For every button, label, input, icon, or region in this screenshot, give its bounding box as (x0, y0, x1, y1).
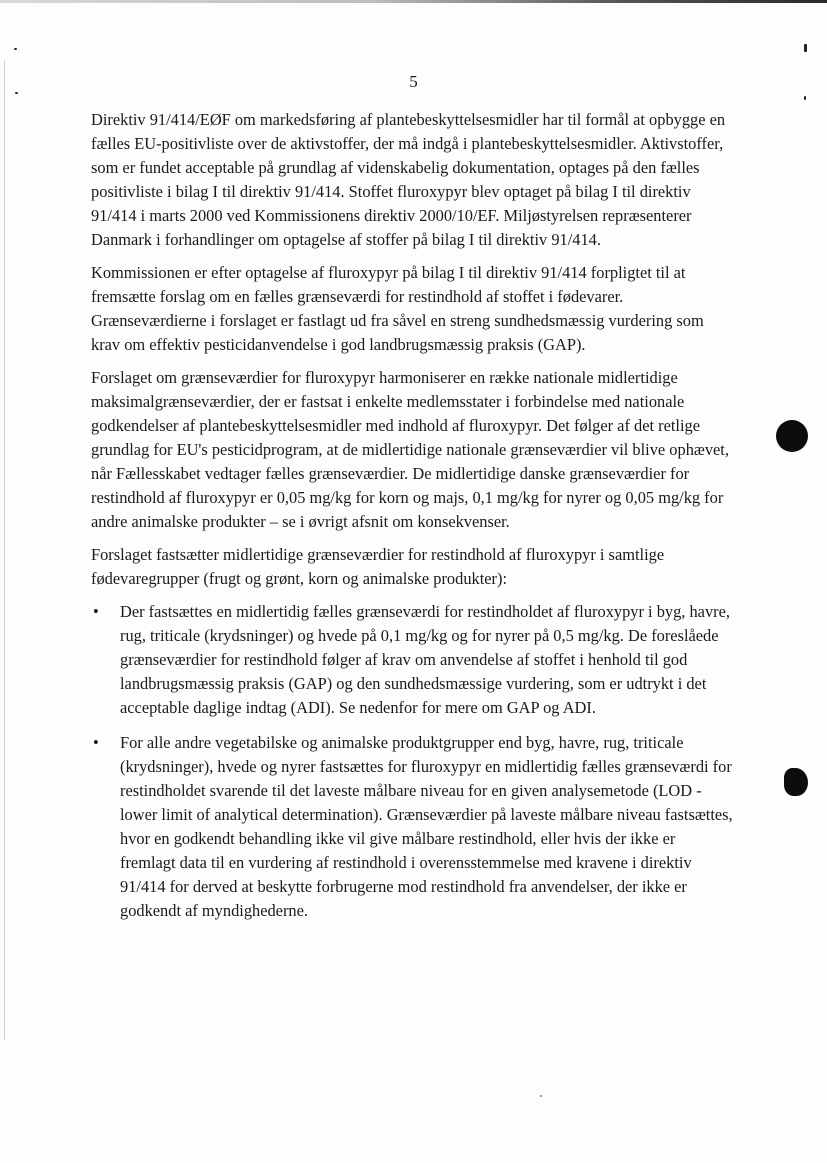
scan-speck (15, 92, 18, 94)
list-item-text: Der fastsættes en midlertidig fælles grænseværdi for restindholdet af fluroxypyr i byg, havre, rug, triticale (krydsninger) og hvede på 0,1 mg/kg og for nyrer på 0,5 mg/kg. De foreslåede grænseværdier for restindhold følger af krav om anvendelse af stoffet i henhold til god landbrugsmæssig praksis (GAP) og den sundhedsmæssige vurdering, som er udtrykt i det acceptable daglige indtag (ADI). Se nedenfor for mere om GAP og ADI. (120, 602, 730, 717)
bullet-icon: • (93, 733, 99, 752)
paragraph-harmonisation: Forslaget om grænseværdier for fluroxypyr harmoniserer en række nationale midlertidige maksimalgrænseværdier, der er fastsat i enkelte medlemsstater i forbindelse med nationale godkendelser af plantebeskyttelsesmidler med indhold af fluroxypyr. Det følger af det retlige grundlag for EU's pesticidprogram, at de midlertidige nationale grænseværdier vil blive ophævet, når Fællesskabet vedtager fælles grænseværdier. De midlertidige danske grænseværdier for restindhold af fluroxypyr er 0,05 mg/kg for korn og majs, 0,1 mg/kg for nyrer og 0,05 mg/kg for andre animalske produkter – se i øvrigt afsnit om konsekvenser. (91, 368, 729, 531)
scan-speck (804, 96, 806, 100)
paragraph-directive: Direktiv 91/414/EØF om markedsføring af plantebeskyttelsesmidler har til formål at opbygge en fælles EU-positivliste over de aktivstoffer, der må indgå i plantebeskyttelsesmidler. Aktivstoffer, som er fundet acceptable på grundlag af videnskabelig dokumentation, optages på den fælles positivliste i bilag I til direktiv 91/414. Stoffet fluroxypyr blev optaget på bilag I til direktiv 91/414 i marts 2000 ved Kommissionens direktiv 2000/10/EF. Miljøstyrelsen repræsenterer Danmark i forhandlinger om optagelse af stoffer på bilag I til direktiv 91/414. (91, 110, 726, 249)
list-item (91, 600, 733, 720)
punch-hole (776, 420, 808, 452)
list-item-text: For alle andre vegetabilske og animalske produktgrupper end byg, havre, rug, triticale (krydsninger), hvede og nyrer fastsættes for fluroxypyr en midlertidig fælles grænseværdi for restindholdet svarende til det laveste målbare niveau for en given analysemetode (LOD - lower limit of analytical determination). Grænseværdier på laveste målbare niveau fastsættes, hvor en godkendt behandling ikke vil give målbare restindhold, eller hvis der ikke er fremlagt data til en vurdering af restindhold i overensstemmelse med kravene i direktiv 91/414 for derved at beskytte forbrugerne mod restindhold fra anvendelser, der ikke er godkendt af myndighederne. (120, 733, 733, 920)
page-number: 5 (409, 72, 418, 91)
bullet-icon: • (93, 602, 99, 621)
bullet-list (91, 600, 733, 923)
scan-speck (804, 44, 807, 52)
paragraph-proposal: Forslaget fastsætter midlertidige grænseværdier for restindhold af fluroxypyr i samtlige fødevaregrupper (frugt og grønt, korn og animalske produkter): (91, 545, 665, 588)
scan-speck (540, 1095, 542, 1097)
list-item (91, 731, 733, 923)
scan-speck (14, 48, 17, 50)
scan-edge-top (0, 0, 827, 3)
document-body (91, 108, 733, 934)
scan-edge-left (4, 60, 5, 1040)
paragraph-commission: Kommissionen er efter optagelse af fluroxypyr på bilag I til direktiv 91/414 forpligtet til at fremsætte forslag om en fælles grænseværdi for restindhold af stoffet i fødevarer. Grænseværdierne i forslaget er fastlagt ud fra såvel en streng sundhedsmæssig vurdering som krav om effektiv pesticidanvendelse i god landbrugsmæssig praksis (GAP). (91, 263, 704, 354)
punch-hole (784, 768, 808, 796)
